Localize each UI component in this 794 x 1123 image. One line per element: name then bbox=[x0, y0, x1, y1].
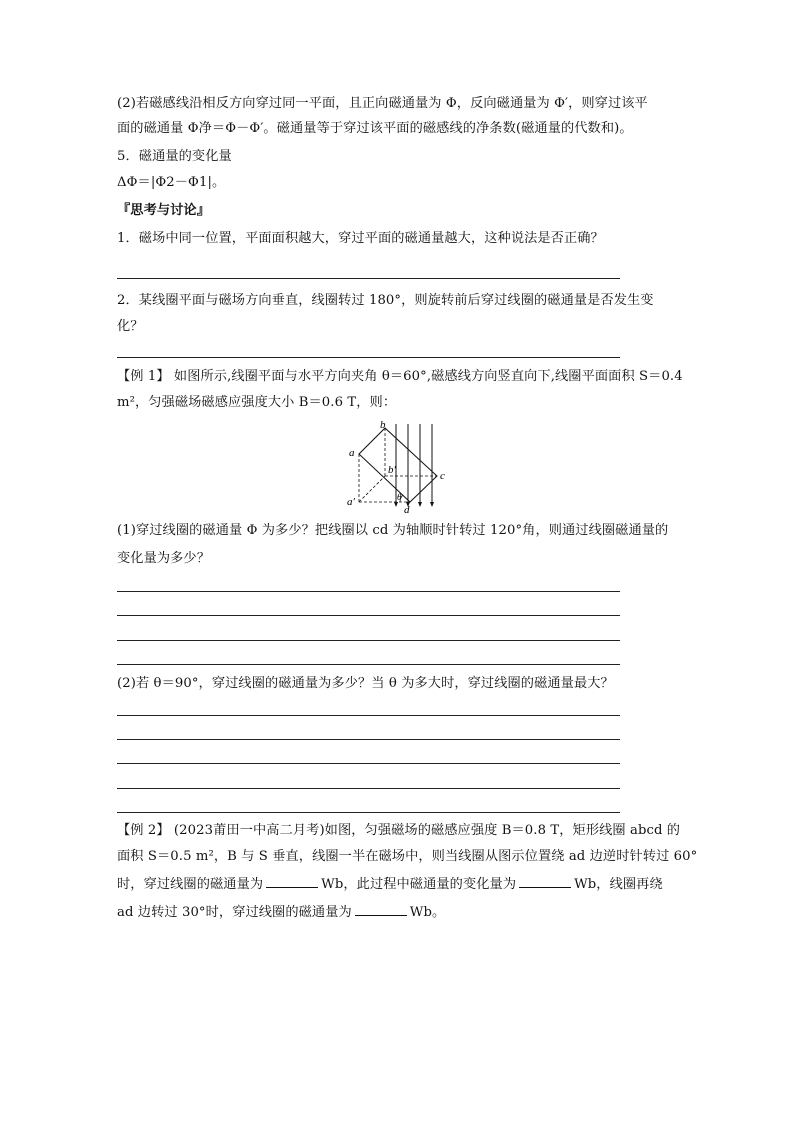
answer-line bbox=[117, 357, 620, 358]
fill-in-blank[interactable] bbox=[266, 875, 318, 888]
example-2-line: 面积 S＝0.5 m²，B 与 S 垂直，线圈一半在磁场中，则当线圈从图示位置绕 ad 边逆时针转过 60° bbox=[117, 849, 698, 864]
example-2-text: 时，穿过线圈的磁通量为 bbox=[117, 877, 264, 892]
example-2-text: ad 边转过 30°时，穿过线圈的磁通量为 bbox=[117, 905, 352, 920]
angle-label-theta: θ bbox=[397, 492, 402, 502]
example-2-line: 【例 2】 (2023莆田一中高二月考)如图，匀强磁场的磁感应强度 B＝0.8 T，矩形线圈 abcd 的 bbox=[117, 823, 681, 838]
example-1-part-1: (1)穿过线圈的磁通量 Φ 为多少？把线圈以 cd 为轴顺时针转过 120°角，则通过线圈磁通量的 bbox=[117, 523, 669, 538]
example-2-text: Wb，此过程中磁通量的变化量为 bbox=[321, 877, 517, 892]
answer-line bbox=[117, 715, 620, 716]
answer-line bbox=[117, 739, 620, 740]
question-2-cont: 化？ bbox=[117, 319, 144, 334]
vertex-label-c: c bbox=[440, 470, 445, 482]
answer-line bbox=[117, 812, 620, 813]
paragraph-line: 面的磁通量 Φ净＝Φ－Φ′。磁通量等于穿过该平面的磁感线的净条数(磁通量的代数和)。 bbox=[117, 121, 633, 136]
example-2-line bbox=[117, 874, 677, 896]
vertex-label-a: a bbox=[349, 447, 355, 459]
example-2-text: Wb。 bbox=[409, 905, 446, 920]
vertex-label-b: b bbox=[380, 419, 386, 431]
answer-line bbox=[117, 278, 620, 279]
answer-line bbox=[117, 591, 620, 592]
example-1-line: m²，匀强磁场磁感应强度大小 B＝0.6 T，则： bbox=[117, 395, 397, 410]
example-1-part-2: (2)若 θ＝90°，穿过线圈的磁通量为多少？当 θ 为多大时，穿过线圈的磁通量最大？ bbox=[117, 676, 614, 691]
answer-line bbox=[117, 640, 620, 641]
answer-line bbox=[117, 664, 620, 665]
example-2-text: Wb，线圈再绕 bbox=[574, 877, 663, 892]
paragraph-line: (2)若磁感线沿相反方向穿过同一平面，且正向磁通量为 Φ，反向磁通量为 Φ′，则穿过该平 bbox=[117, 96, 648, 111]
question-2: 2．某线圈平面与磁场方向垂直，线圈转过 180°，则旋转前后穿过线圈的磁通量是否发生变 bbox=[117, 293, 654, 308]
discussion-heading: 『思考与讨论』 bbox=[117, 203, 211, 218]
example-1-part-1-cont: 变化量为多少？ bbox=[117, 551, 211, 566]
answer-line bbox=[117, 615, 620, 616]
answer-line bbox=[117, 763, 620, 764]
coil-field-diagram bbox=[342, 418, 452, 514]
formula-line: ΔΦ＝|Φ2－Φ1|。 bbox=[117, 175, 226, 190]
fill-in-blank[interactable] bbox=[519, 875, 571, 888]
vertex-label-d: d bbox=[404, 504, 410, 514]
question-1: 1．磁场中同一位置，平面面积越大，穿过平面的磁通量越大，这种说法是否正确？ bbox=[117, 231, 604, 246]
section-heading: 5．磁通量的变化量 bbox=[117, 149, 232, 164]
vertex-label-a-prime: a′ bbox=[347, 496, 355, 508]
example-2-line bbox=[117, 902, 677, 924]
vertex-label-b-prime: b′ bbox=[388, 464, 396, 476]
example-1-line: 【例 1】 如图所示,线圈平面与水平方向夹角 θ＝60°,磁感线方向竖直向下,线圈平面面积 S＝0.4 bbox=[117, 369, 683, 384]
fill-in-blank[interactable] bbox=[355, 903, 407, 916]
answer-line bbox=[117, 788, 620, 789]
